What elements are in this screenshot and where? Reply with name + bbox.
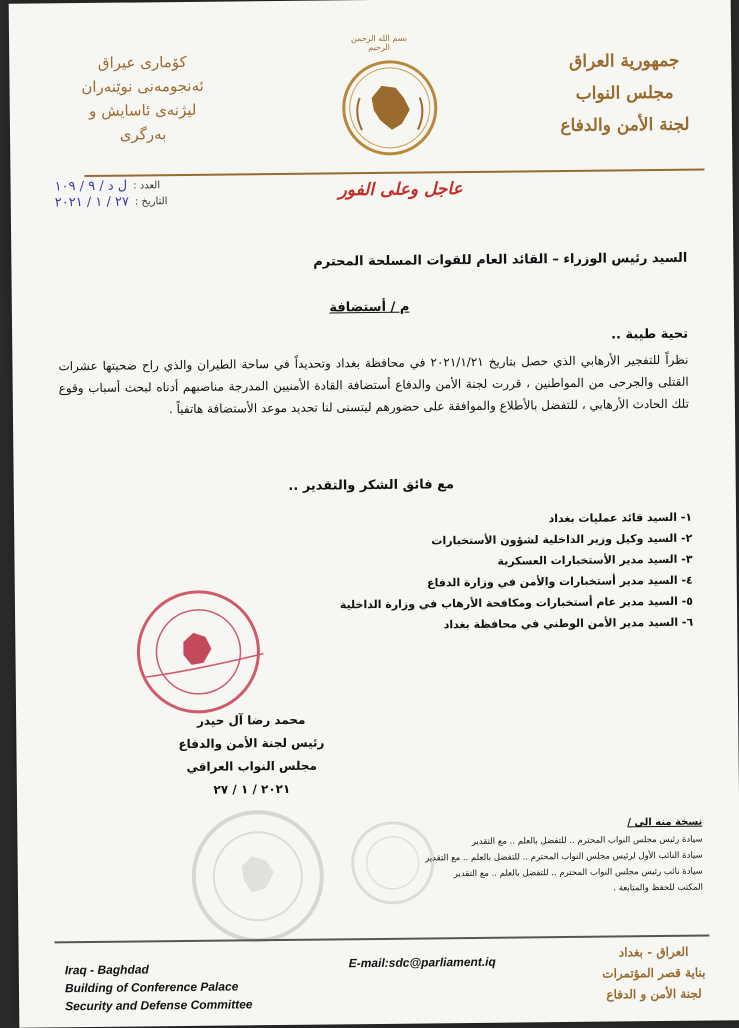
list-item: ٦- السيد مدير الأمن الوطني في محافظة بغداد	[443, 615, 694, 632]
ref-date-label: التاريخ :	[134, 196, 168, 208]
footer-line: Building of Conference Palace	[64, 979, 239, 996]
list-item: ٢- السيد وكيل وزير الداخلية لشؤون الأستخبارات	[431, 531, 693, 548]
letterhead-line: جمهورية العراق	[569, 50, 680, 72]
basmala: بسم الله الرحمن الرحيم	[350, 33, 408, 53]
urgent-stamp: عاجل وعلى الفور	[338, 179, 463, 201]
embossed-seal-icon	[187, 806, 328, 947]
footer-line: لجنة الأمن و الدفاع	[606, 986, 702, 1002]
reference-block	[54, 177, 254, 211]
iraq-map-emblem-icon	[339, 57, 440, 158]
body-paragraph: نظراً للتفجير الأرهابي الذي حصل بتاريخ ٢٠٢١/١/٢١ في محافظة بغداد وتحديداً في ساحة الطيران والذي راح ضحيتها عشرات القتلى والجرحى من المواطنين ، قررت لجنة الأمن والدفاع أستضافة القادة الأمنيين المدرجة مناصبهم أدناه لبحث أسباب وقوع تلك الحادث الأرهابي ، للتفضل بالأطلاع والموافقة على حضورهم ليتسنى لنا تحديد موعد الأستضافة هاتفياً .	[58, 352, 689, 417]
ref-number-value: ل د / ٩ / ١٠٩	[54, 178, 128, 195]
greeting: تحية طيبة ..	[610, 326, 689, 343]
copies-list	[317, 817, 703, 900]
letterhead-line: لجنة الأمن والدفاع	[560, 114, 690, 137]
addressee: السيد رئيس الوزراء – القائد العام للقوات المسلحة المحترم	[313, 250, 688, 270]
ref-date-value: ٢٧ / ١ / ٢٠٢١	[54, 194, 130, 211]
footer-address-ar	[599, 942, 710, 1006]
list-item: ٤- السيد مدير أستخبارات والأمن في وزارة الدفاع	[427, 573, 693, 590]
letterhead-line: لیژنەی ئاسایش و بەرگری	[89, 100, 197, 144]
letterhead-line: كۆماری عیراق	[97, 52, 187, 72]
list-item: ١- السيد قائد عمليات بغداد	[548, 510, 693, 526]
list-item: المكتب للحفظ والمتابعة .	[613, 882, 704, 894]
signatory-name: محمد رضا آل حيدر	[196, 712, 306, 728]
footer-email: E-mail:sdc@parliament.iq	[348, 954, 496, 971]
list-item: ٥- السيد مدير عام أستخبارات ومكافحة الأرهاب في وزارة الداخلية	[339, 594, 694, 612]
signatory-title: رئيس لجنة الأمن والدفاع	[178, 735, 325, 752]
letterhead-line: ئەنجومەنی نوێنەران	[81, 76, 204, 97]
signature-date: ٢٠٢١ / ١ / ٢٧	[213, 781, 291, 797]
signature-block	[136, 708, 367, 802]
list-item: سيادة نائب رئيس مجلس النواب المحترم .. للتفضل بالعلم .. مع التقدير	[453, 866, 703, 880]
header-divider	[84, 169, 704, 177]
letterhead-kurdish	[67, 50, 218, 148]
footer-line: Iraq - Baghdad	[64, 962, 149, 978]
letterhead-line: مجلس النواب	[575, 82, 674, 104]
copies-heading: نسخة منه الى /	[627, 816, 703, 829]
closing-thanks: مع فائق الشكر والتقدير ..	[288, 477, 455, 494]
footer-line: العراق - بغداد	[618, 944, 689, 960]
list-item: سيادة رئيس مجلس النواب المحترم .. للتفضل بالعلم .. مع التقدير	[471, 834, 703, 848]
ref-number-label: العدد :	[133, 180, 161, 192]
letterhead-arabic	[549, 45, 700, 143]
officials-list	[214, 507, 693, 638]
list-item: ٣- السيد مدير الأستخبارات العسكرية	[497, 552, 693, 568]
footer-line: بناية قصر المؤتمرات	[602, 965, 706, 981]
signatory-body: مجلس النواب العراقي	[186, 758, 317, 774]
footer-line: Security and Defense Committee	[65, 997, 253, 1014]
document-page	[9, 0, 739, 1028]
list-item: سيادة النائب الأول لرئيس مجلس النواب المحترم .. للتفضل بالعلم .. مع التقدير	[425, 850, 703, 864]
red-seal-stamp-icon	[133, 586, 264, 717]
footer-address-en	[65, 959, 253, 1015]
subject: م / أستضافة	[329, 299, 410, 316]
